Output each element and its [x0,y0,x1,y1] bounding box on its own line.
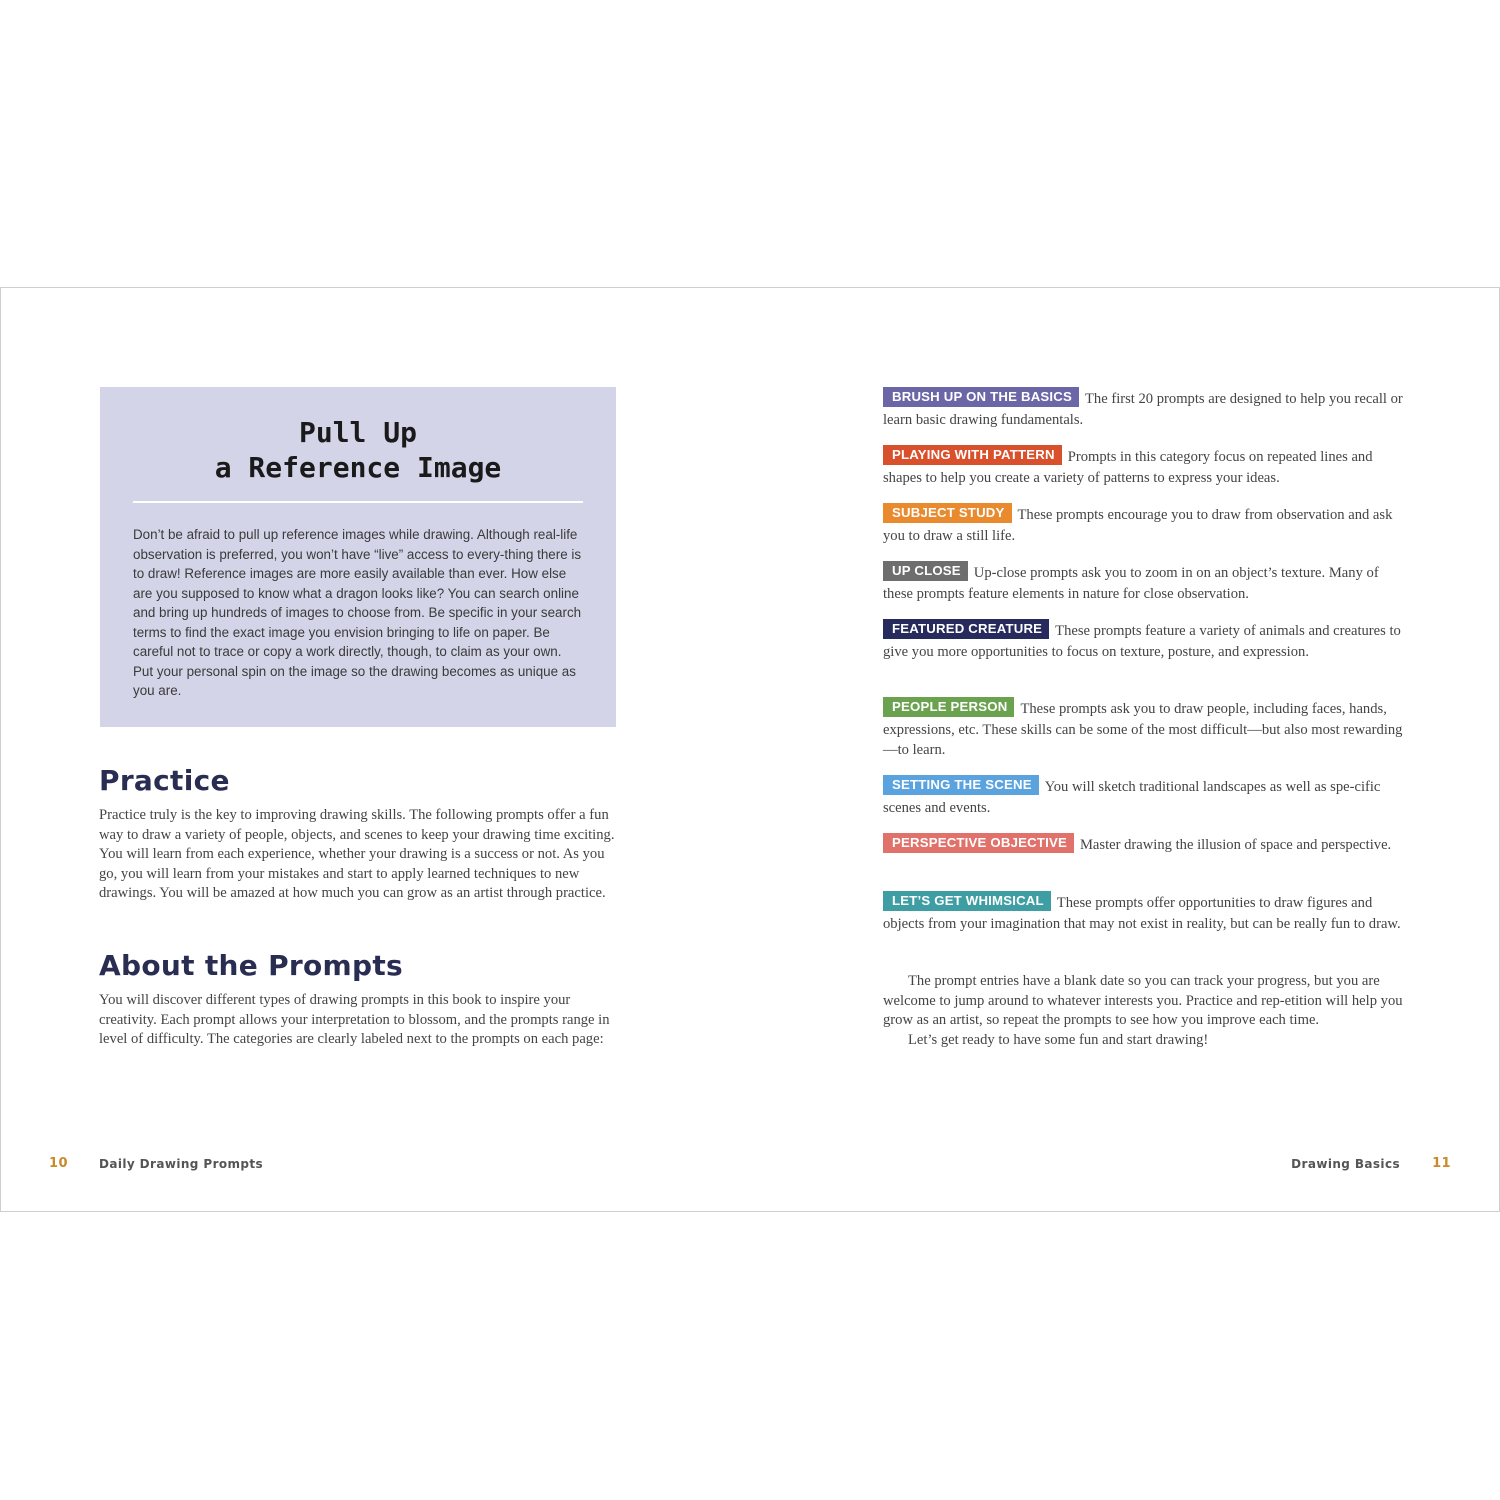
category-item-brush-up [883,389,1403,430]
category-tag-people-person: PEOPLE PERSON [883,697,1014,717]
category-text: The first 20 prompts are designed to help you recall or learn basic drawing fundamentals. [883,391,1403,428]
closing-paragraphs [883,972,1403,1050]
about-section [99,949,619,1050]
category-tag-up-close: UP CLOSE [883,561,968,581]
category-item-setting-the-scene [883,777,1403,818]
practice-section [99,764,619,904]
practice-heading: Practice [99,764,230,797]
category-item-whimsical [883,893,1403,934]
callout-title [100,415,616,485]
practice-body: Practice truly is the key to improving drawing skills. The following prompts offer a fun way to draw a variety of people, objects, and scenes to keep your drawing time exciting. You will learn from each experience, whether your drawing is a success or not. As you go, you will learn from your mistakes and start to apply learned techniques to new drawings. You will be amazed at how much you can grow as an artist through practice. [99,807,615,901]
callout-title-line-1: Pull Up [298,416,417,449]
category-tag-perspective: PERSPECTIVE OBJECTIVE [883,833,1074,853]
category-text: These prompts offer opportunities to draw figures and objects from your imagination that may not exist in reality, but can be really fun to draw. [883,895,1401,932]
category-tag-pattern: PLAYING WITH PATTERN [883,445,1062,465]
left-running-title: Daily Drawing Prompts [99,1157,264,1171]
category-tag-featured-creature: FEATURED CREATURE [883,619,1049,639]
callout-body: Don’t be afraid to pull up reference images while drawing. Although real-life observation is preferred, you won’t have “live” access to every-thing there is to draw! Reference images are more easily available than ever. How else are you supposed to know what a dragon looks like? You can search online and bring up hundreds of images to choose from. Be specific in your search terms to find the exact image you envision bringing to life on paper. Be careful not to trace or copy a work directly, though, to claim as your own. Put your personal spin on the image so the drawing becomes as unique as you are. [133,527,582,698]
category-item-perspective [883,835,1403,856]
category-text: These prompts feature a variety of animals and creatures to give you more opportunities to focus on texture, posture, and expression. [883,623,1401,660]
right-page-number: 11 [1432,1156,1451,1171]
category-item-subject-study [883,505,1403,546]
right-running-title: Drawing Basics [1291,1157,1400,1171]
callout-title-line-2: a Reference Image [214,451,502,484]
category-tag-setting-the-scene: SETTING THE SCENE [883,775,1039,795]
category-tag-subject-study: SUBJECT STUDY [883,503,1012,523]
closing-paragraph-1: The prompt entries have a blank date so you can track your progress, but you are welcome to jump around to whatever interests you. Practice and rep-etition will help you grow as an artist, so repeat the prompts to see how you improve each time. [883,973,1403,1028]
closing-paragraph-2: Let’s get ready to have some fun and start drawing! [908,1031,1209,1048]
category-text: These prompts ask you to draw people, including faces, hands, expressions, etc. These skills can be some of the most difficult—but also most rewarding—to learn. [883,701,1403,758]
category-item-people-person [883,699,1403,761]
category-text: Up-close prompts ask you to zoom in on an object’s texture. Many of these prompts feature elements in nature for close observation. [883,565,1379,602]
category-text: You will sketch traditional landscapes as well as spe-cific scenes and events. [883,779,1381,816]
category-text: These prompts encourage you to draw from observation and ask you to draw a still life. [883,507,1393,544]
left-page-number: 10 [49,1156,68,1171]
about-heading: About the Prompts [99,949,404,982]
category-item-featured-creature [883,621,1403,662]
callout-divider [133,501,583,503]
about-body: You will discover different types of drawing prompts in this book to inspire your creativity. Each prompt allows your interpretation to blossom, and the prompts range in level of difficulty. The categories are clearly labeled next to the prompts on each page: [99,992,610,1047]
category-item-pattern [883,447,1403,488]
category-item-up-close [883,563,1403,604]
category-tag-whimsical: LET’S GET WHIMSICAL [883,891,1051,911]
category-text: Prompts in this category focus on repeated lines and shapes to help you create a variety of patterns to express your ideas. [883,449,1373,486]
reference-image-callout [100,387,616,727]
category-text: Master drawing the illusion of space and perspective. [1079,837,1392,853]
category-tag-brush-up: BRUSH UP ON THE BASICS [883,387,1079,407]
